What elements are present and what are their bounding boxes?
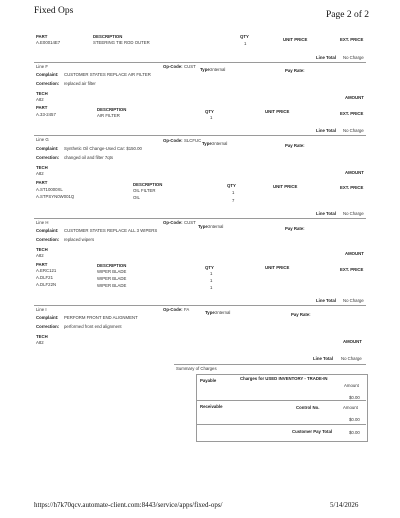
tech-value: A82 [36, 340, 44, 345]
pay-rate-label: Pay Rate: [285, 68, 305, 73]
amount-label: AMOUNT [343, 339, 362, 344]
amount-header: Amount [344, 383, 359, 388]
opcode-label: Op-Code: [163, 307, 183, 312]
type-label: Type: [202, 141, 214, 146]
pay-rate-label: Pay Rate: [285, 226, 305, 231]
complaint-text: CUSTOMER STATES REPLACE AIR FILTER [64, 72, 151, 77]
unit-price-header: UNIT PRICE [283, 37, 308, 42]
tech-label: TECH [36, 91, 48, 96]
part-number: A.STPSYN0W001Q [36, 194, 75, 199]
line-total-label: Line Total [316, 55, 336, 60]
line-total-label: Line Total [316, 128, 336, 133]
complaint-label: Complaint: [36, 315, 59, 320]
type-value: Internal [216, 310, 231, 315]
summary-top-rule [174, 364, 366, 365]
payable-amount: $0.00 [349, 395, 360, 400]
correction-text: replaced air filter [64, 81, 96, 86]
line-label: Line I [36, 307, 47, 312]
description-header: DESCRIPTION [93, 34, 123, 39]
summary-divider [196, 400, 366, 401]
complaint-text: PERFORM FRONT END ALIGNMENT [64, 315, 138, 320]
amount-label: AMOUNT [345, 95, 364, 100]
ext-price-header: EXT. PRICE [340, 37, 364, 42]
line-label: Line H [36, 220, 49, 225]
type-value: Internal [209, 224, 224, 229]
part-qty: 1 [232, 190, 235, 195]
part-description: WIPER BLADE [97, 283, 127, 288]
opcode-label: Op-Code: [163, 220, 183, 225]
receivable-amount-header: Amount [343, 405, 358, 410]
opcode-value: CUST [184, 220, 196, 225]
part-qty: 7 [232, 198, 235, 203]
part-number: A.ST10000XL [36, 187, 63, 192]
line-total-value: No Charge [343, 211, 364, 216]
amount-label: AMOUNT [345, 251, 364, 256]
type-value: Internal [213, 141, 228, 146]
correction-label: Correction: [36, 155, 60, 160]
part-description: AIR FILTER [97, 113, 120, 118]
tech-label: TECH [36, 247, 48, 252]
part-qty: 1 [244, 41, 247, 46]
summary-divider [196, 424, 366, 425]
part-number: A.ERC121 [36, 268, 57, 273]
type-label: Type: [200, 67, 212, 72]
part-description: STEERING TIE ROD OUTER [93, 40, 150, 45]
charges-label: Charges for USED INVENTORY - TRADE-IN [240, 376, 328, 381]
unit-price-header: UNIT PRICE [265, 109, 290, 114]
qty-header: QTY [240, 34, 249, 39]
ext-price-header: EXT. PRICE [340, 111, 364, 116]
opcode-value: FA [184, 307, 190, 312]
complaint-label: Complaint: [36, 72, 59, 77]
receivable-label: Receivable [200, 404, 223, 409]
ext-price-header: EXT. PRICE [340, 185, 364, 190]
unit-price-header: UNIT PRICE [273, 184, 298, 189]
part-header: PART [36, 105, 48, 110]
part-description: WIPER BLADE [97, 276, 127, 281]
tech-label: TECH [36, 334, 48, 339]
part-qty: 1 [210, 115, 213, 120]
complaint-text: CUSTOMER STATES REPLACE ALL 3 WIPERS [64, 228, 158, 233]
description-header: DESCRIPTION [133, 182, 163, 187]
tech-value: A82 [36, 171, 44, 176]
footer-url: https://h7k70qcv.automate-client.com:8443/service/apps/fixed-ops/ [34, 501, 223, 509]
footer-date: 5/14/2026 [330, 501, 359, 509]
part-header: PART [36, 180, 48, 185]
opcode-value: CUST [184, 64, 196, 69]
page-number: Page 2 of 2 [326, 10, 370, 20]
part-number: A.DLF21 [36, 275, 53, 280]
line-label: Line F [36, 64, 48, 69]
complaint-text: Synthetic Oil Change-Used Car: $150.00 [64, 146, 142, 151]
line-total-label: Line Total [316, 298, 336, 303]
opcode-label: Op-Code: [163, 138, 183, 143]
type-value: Internal [211, 67, 226, 72]
part-qty: 1 [210, 278, 213, 283]
part-number: A.33-2457 [36, 112, 56, 117]
correction-text: replaced wipers [64, 237, 95, 242]
correction-label: Correction: [36, 324, 60, 329]
summary-title: Summary of Charges [176, 366, 217, 371]
qty-header: QTY [205, 109, 214, 114]
part-qty: 1 [210, 271, 213, 276]
pay-rate-label: Pay Rate: [291, 312, 311, 317]
receivable-amount: $0.00 [349, 417, 360, 422]
tech-value: A82 [36, 253, 44, 258]
part-header: PART [36, 262, 48, 267]
tech-value: A82 [36, 97, 44, 102]
line-total-value: No Charge [343, 128, 364, 133]
customer-pay-total-label: Customer Pay Total [292, 429, 333, 434]
line-total-value: No Charge [343, 298, 364, 303]
type-label: Type: [198, 224, 210, 229]
description-header: DESCRIPTION [97, 263, 127, 268]
opcode-value: SLCFUC [184, 138, 202, 143]
qty-header: QTY [205, 265, 214, 270]
line-total-label: Line Total [313, 356, 333, 361]
tech-label: TECH [36, 165, 48, 170]
opcode-label: Op-Code: [163, 64, 183, 69]
part-number: A.DLF22N [36, 282, 57, 287]
complaint-label: Complaint: [36, 228, 59, 233]
divider [34, 305, 366, 306]
complaint-label: Complaint: [36, 146, 59, 151]
amount-label: AMOUNT [345, 170, 364, 175]
pay-rate-label: Pay Rate: [285, 143, 305, 148]
line-total-value: No Charge [343, 55, 364, 60]
correction-text: changed oil and filter 7qts [64, 155, 113, 160]
divider [34, 218, 366, 219]
unit-price-header: UNIT PRICE [265, 265, 290, 270]
part-qty: 1 [210, 285, 213, 290]
line-label: Line G [36, 137, 49, 142]
divider [34, 135, 366, 136]
line-total-label: Line Total [316, 211, 336, 216]
correction-label: Correction: [36, 237, 60, 242]
ext-price-header: EXT. PRICE [340, 267, 364, 272]
control-number-label: Control No. [296, 405, 320, 410]
part-number: A.E00014E7 [36, 40, 61, 45]
page-title: Fixed Ops [34, 6, 74, 16]
part-description: OIL FILTER [133, 188, 156, 193]
correction-text: performed front end alignment [64, 324, 122, 329]
part-description: WIPER BLADE [97, 269, 127, 274]
part-description: OIL [133, 195, 140, 200]
qty-header: QTY [227, 183, 236, 188]
type-label: Type: [205, 310, 217, 315]
correction-label: Correction: [36, 81, 60, 86]
description-header: DESCRIPTION [97, 107, 127, 112]
payable-label: Payable [200, 378, 217, 383]
part-header: PART [36, 34, 48, 39]
divider [34, 62, 366, 63]
line-total-value: No Charge [341, 356, 362, 361]
customer-pay-total: $0.00 [349, 430, 360, 435]
